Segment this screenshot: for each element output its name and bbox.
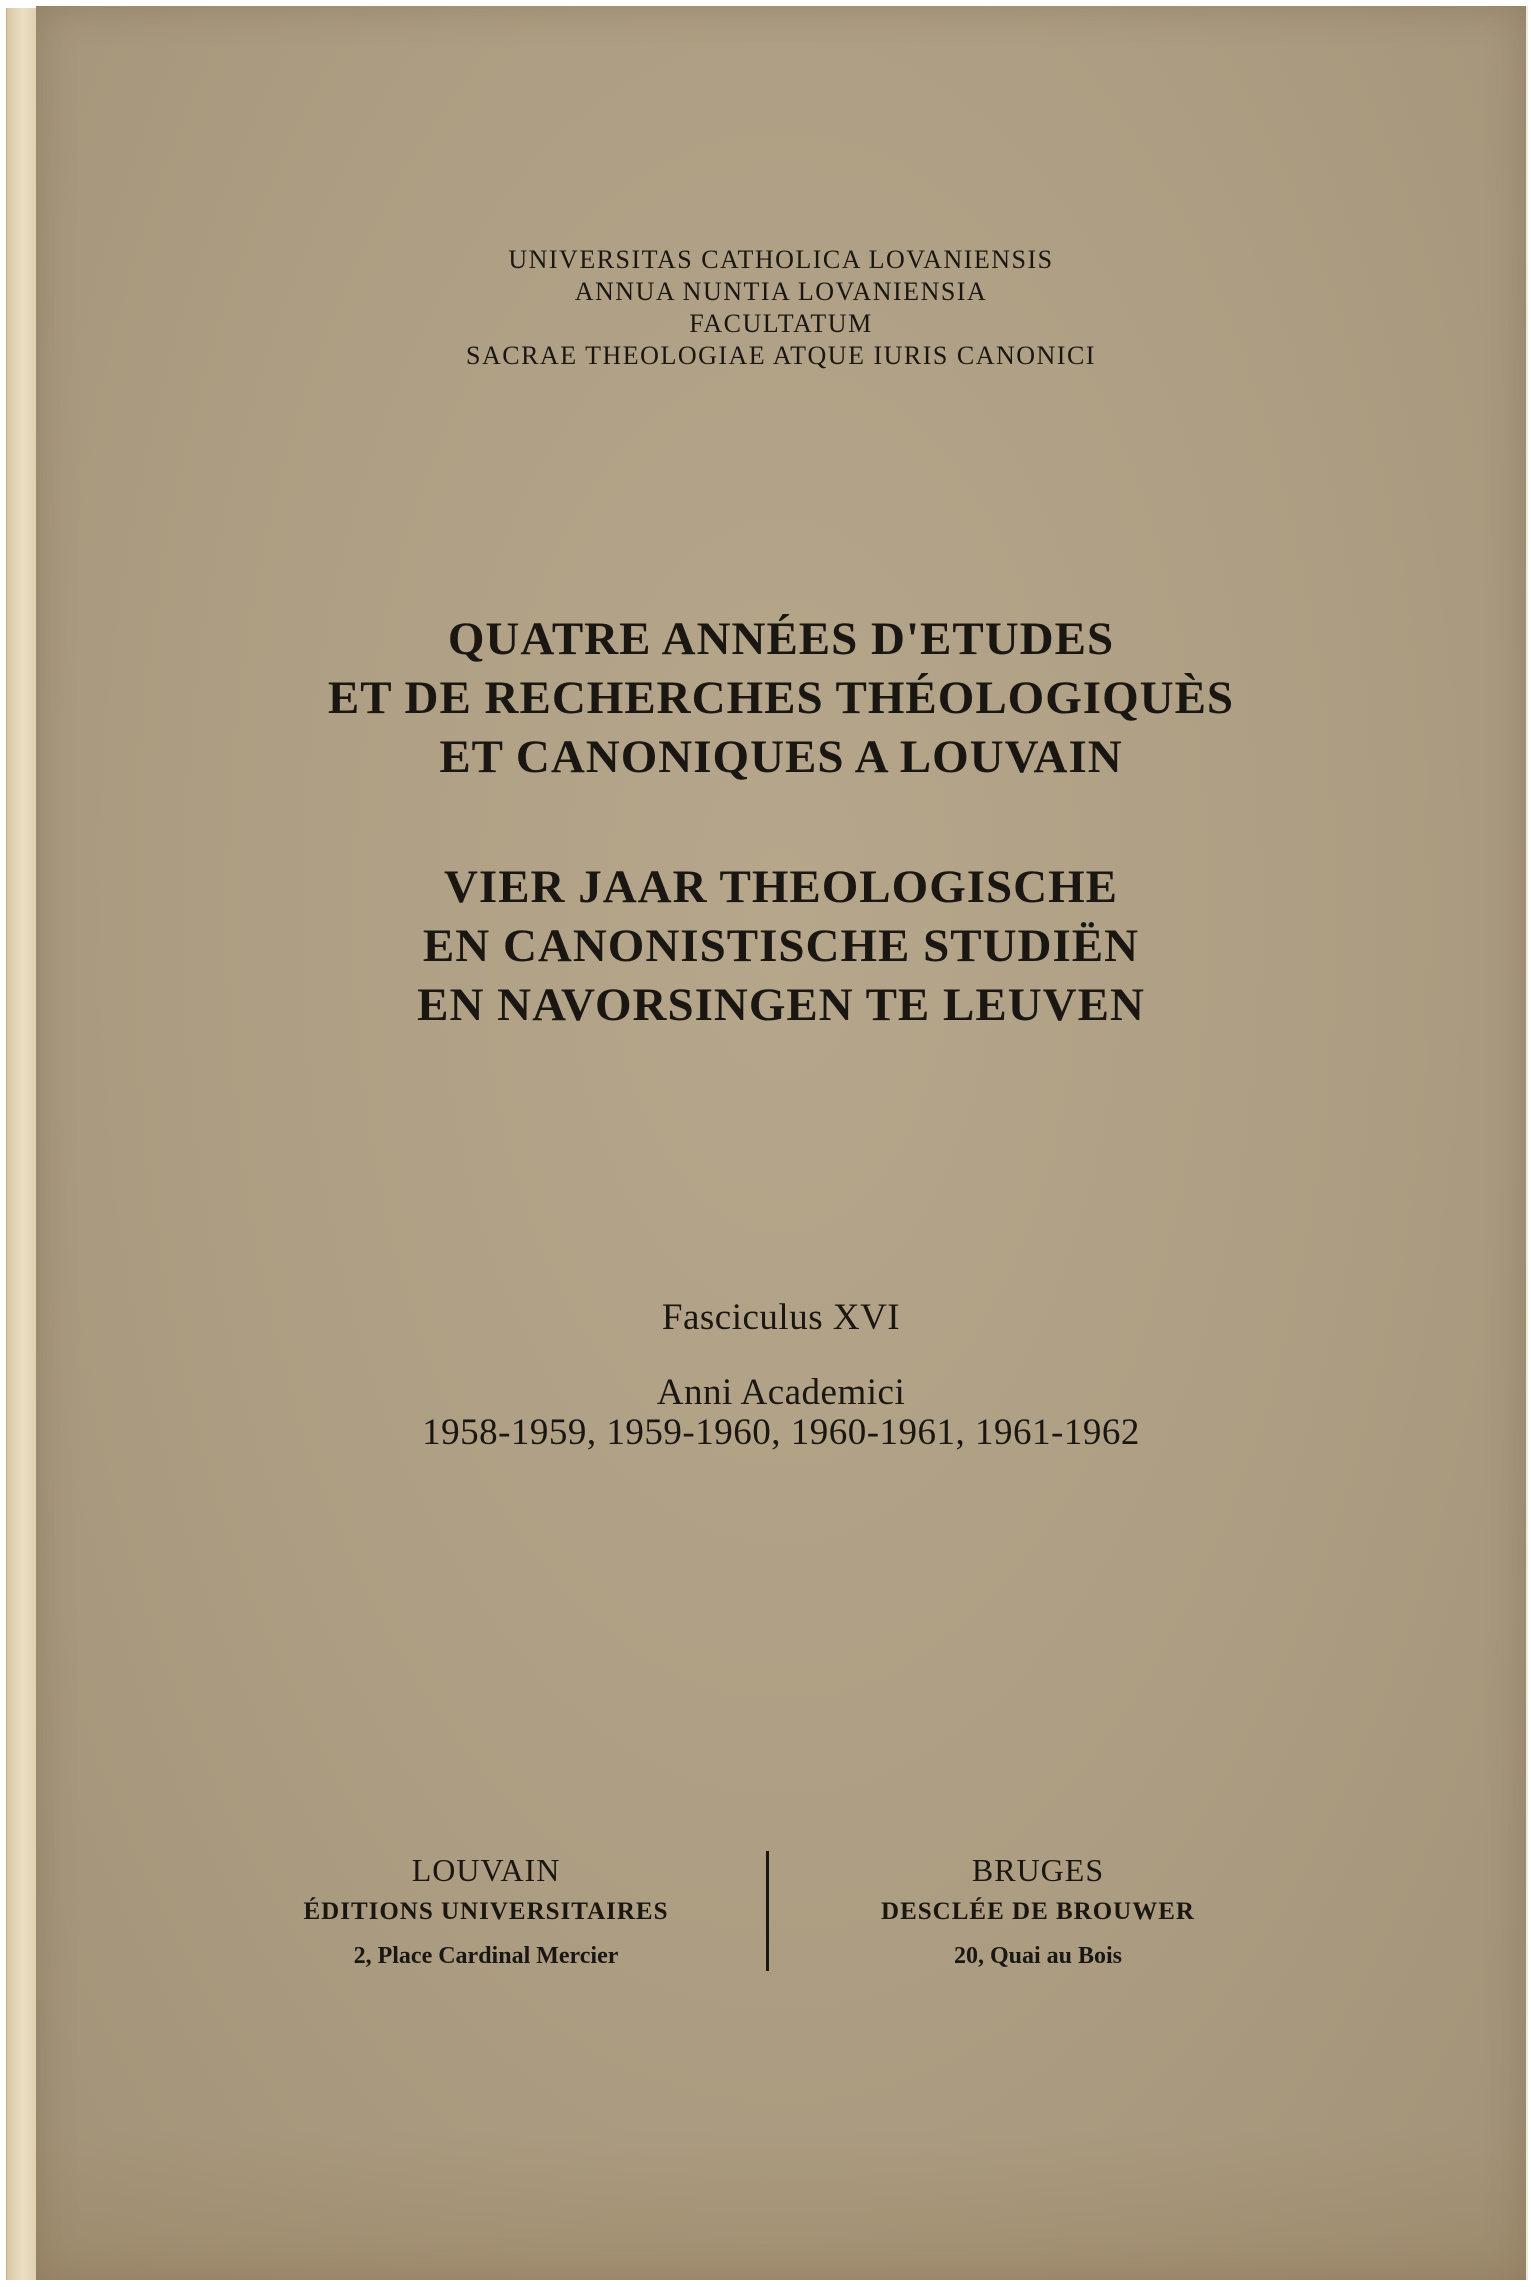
- publisher-bruges: [778, 1850, 1298, 1978]
- title-french: [36, 610, 1526, 787]
- title-line: QUATRE ANNÉES D'ETUDES: [447, 613, 1115, 665]
- publisher-name: DESCLÉE DE BROUWER: [881, 1898, 1195, 1925]
- publisher-city: BRUGES: [971, 1852, 1105, 1888]
- academic-years: [36, 1373, 1526, 1453]
- bottom-wear-stain: [36, 2130, 1526, 2280]
- title-line: EN NAVORSINGEN TE LEUVEN: [417, 979, 1145, 1031]
- title-line: ET DE RECHERCHES THÉOLOGIQUÈS: [327, 672, 1235, 724]
- publisher-city: LOUVAIN: [411, 1852, 561, 1888]
- title-line: VIER JAAR THEOLOGISCHE: [443, 861, 1119, 913]
- header-line: ANNUA NUNTIA LOVANIENSIA: [574, 277, 988, 306]
- title-line: ET CANONIQUES A LOUVAIN: [439, 731, 1123, 783]
- publisher-address: 2, Place Cardinal Mercier: [353, 1943, 619, 1969]
- anni-label: Anni Academici: [656, 1372, 906, 1413]
- publisher-name: ÉDITIONS UNIVERSITAIRES: [303, 1898, 669, 1925]
- publisher-divider: [766, 1851, 769, 1971]
- fasciculus-label: Fasciculus XVI: [661, 1297, 901, 1338]
- title-line: EN CANONISTISCHE STUDIËN: [422, 920, 1140, 972]
- university-header: [36, 244, 1526, 372]
- title-dutch: [36, 858, 1526, 1035]
- publisher-louvain: [226, 1850, 746, 1978]
- header-line: FACULTATUM: [689, 309, 873, 338]
- header-line: UNIVERSITAS CATHOLICA LOVANIENSIS: [508, 245, 1054, 274]
- publisher-address: 20, Quai au Bois: [953, 1943, 1123, 1969]
- header-line: SACRAE THEOLOGIAE ATQUE IURIS CANONICI: [466, 341, 1096, 370]
- book-cover: [36, 6, 1528, 2280]
- anni-years: 1958-1959, 1959-1960, 1960-1961, 1961-1962: [422, 1412, 1140, 1453]
